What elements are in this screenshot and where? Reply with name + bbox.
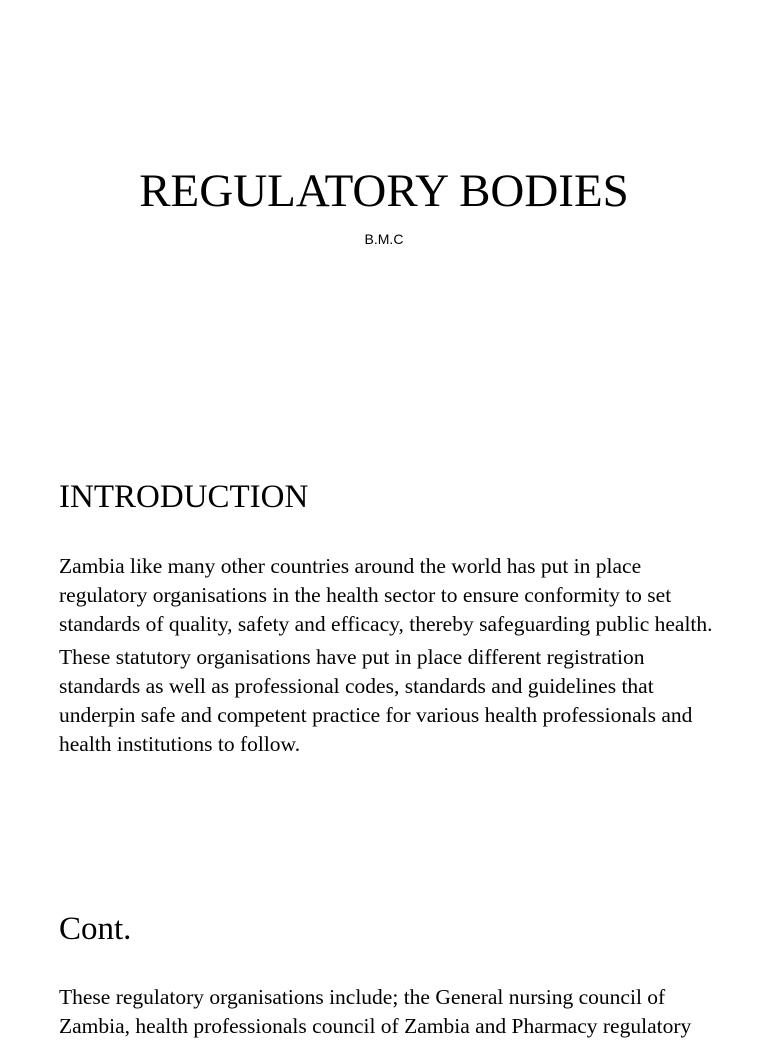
slide-body: [59, 552, 719, 759]
continuation-slide: [0, 864, 768, 1038]
slide-title: REGULATORY BODIES: [139, 165, 629, 217]
slide-heading: INTRODUCTION: [59, 479, 309, 515]
paragraph: Zambia like many other countries around the world has put in place regulatory organisations in the health sector to ensure conformity to set standards of quality, safety and efficacy, thereby safeguarding public health.: [59, 554, 713, 636]
slide-subtitle: B.M.C: [364, 231, 404, 247]
slide-body: [59, 983, 719, 1041]
introduction-slide: [0, 432, 768, 864]
slide-heading: Cont.: [59, 911, 132, 947]
title-slide: [0, 0, 768, 432]
paragraph: These regulatory organisations include; the General nursing council of Zambia, health professionals council of Zambia and Pharmacy regulatory: [59, 985, 692, 1038]
paragraph: These statutory organisations have put in place different registration standards as well as professional codes, standards and guidelines that underpin safe and competent practice for various health professionals and health institutions to follow.: [59, 645, 693, 756]
